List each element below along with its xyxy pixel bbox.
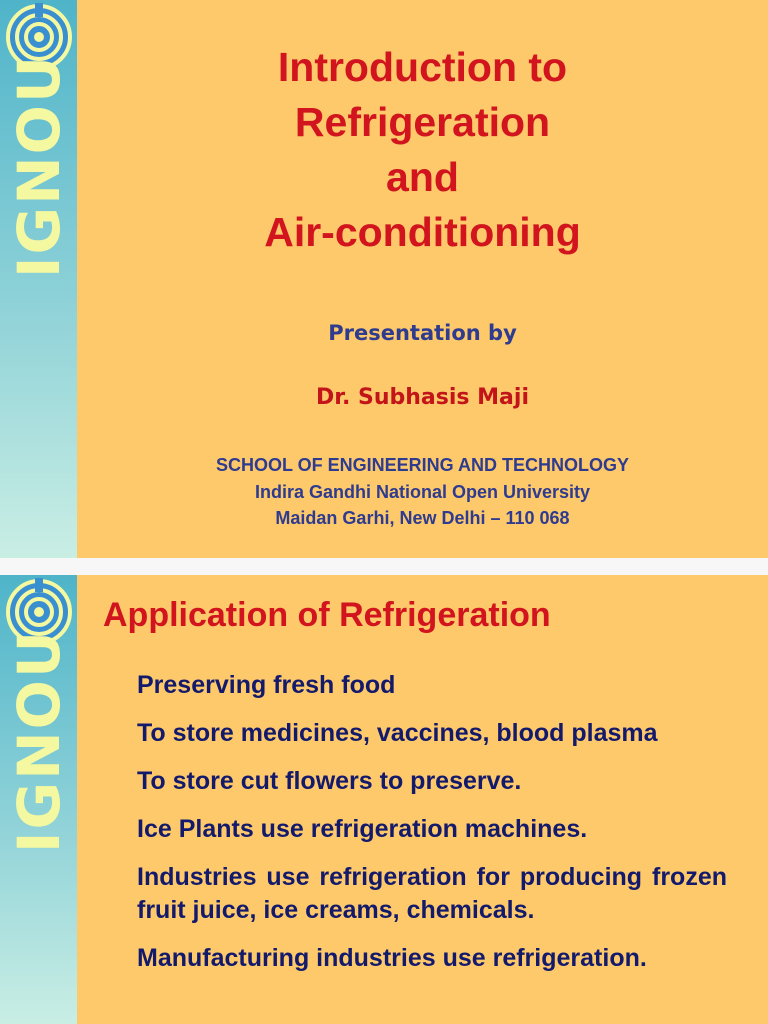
title-line: and	[386, 154, 459, 200]
affiliation-line: Indira Gandhi National Open University	[254, 481, 591, 502]
list-item: To store medicines, vaccines, blood plasma	[137, 719, 658, 747]
list-item: To store cut flowers to preserve.	[137, 767, 522, 795]
affiliation	[77, 452, 768, 532]
ignou-wordmark	[5, 628, 73, 854]
application-list	[137, 669, 727, 990]
slide-title	[77, 40, 768, 260]
title-line: Refrigeration	[294, 99, 551, 145]
list-item: Manufacturing industries use refrigeration.	[137, 944, 647, 972]
ignou-wordmark-text: IGNOU	[5, 628, 73, 854]
title-line: Introduction to	[277, 44, 568, 90]
presentation-by: Presentation by	[328, 321, 517, 345]
list-item: Preserving fresh food	[137, 671, 396, 699]
list-item: Industries use refrigeration for producing frozen fruit juice, ice creams, chemicals.	[137, 863, 727, 924]
content-slide	[0, 575, 768, 1024]
slide-separator	[0, 558, 768, 575]
slide-heading: Application of Refrigeration	[103, 596, 551, 634]
ignou-wordmark-text: IGNOU	[5, 53, 73, 279]
affiliation-line: SCHOOL OF ENGINEERING AND TECHNOLOGY	[215, 455, 630, 475]
ignou-sidebar	[0, 0, 77, 558]
affiliation-line: Maidan Garhi, New Delhi – 110 068	[275, 508, 570, 528]
title-line: Air-conditioning	[264, 209, 581, 255]
author-name: Dr. Subhasis Maji	[316, 385, 529, 410]
list-item: Ice Plants use refrigeration machines.	[137, 815, 588, 843]
ignou-wordmark	[5, 53, 73, 279]
ignou-sidebar	[0, 575, 77, 1024]
